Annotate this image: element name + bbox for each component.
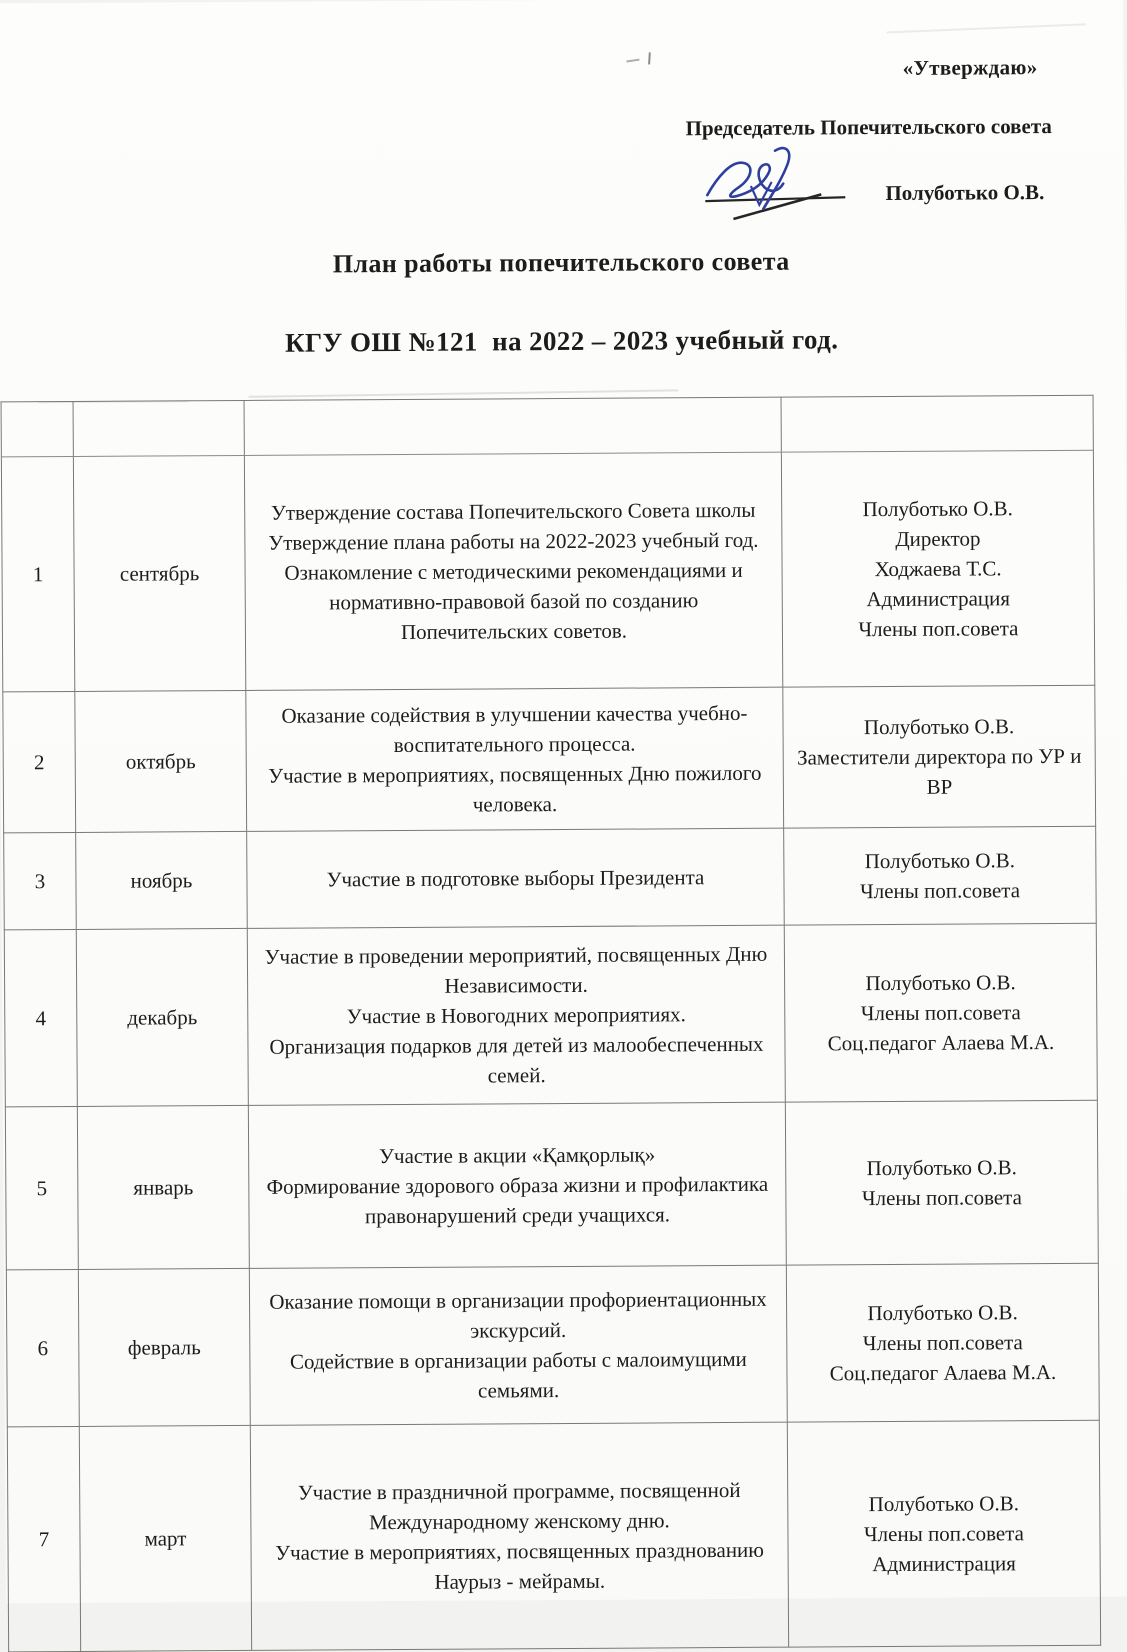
header-cell-empty xyxy=(73,400,244,456)
signature-row xyxy=(582,141,1044,222)
month-cell: декабрь xyxy=(76,928,248,1106)
month-cell: январь xyxy=(77,1105,249,1269)
table-row xyxy=(4,826,1097,930)
activities-cell: Участие в праздничной программе, посвященной Международному женскому дню. Участие в мероприятиях, посвященных празднованию Наурыз - мейрамы. xyxy=(250,1422,788,1650)
responsible-cell: Полуботько О.В. Члены поп.совета Соц.педагог Алаева М.А. xyxy=(784,923,1097,1102)
approval-stamp: «Утверждаю» xyxy=(902,55,1038,80)
table-row xyxy=(4,923,1097,1107)
responsible-cell: Полуботько О.В. Члены поп.совета xyxy=(784,826,1097,925)
responsible-cell: Полуботько О.В. Члены поп.совета Соц.педагог Алаева М.А. xyxy=(786,1263,1099,1422)
approval-signer: Полуботько О.В. xyxy=(885,180,1045,206)
plan-table xyxy=(1,395,1102,1652)
table-row xyxy=(7,1420,1100,1652)
table-header-row xyxy=(1,395,1093,457)
responsible-cell: Полуботько О.В. Директор Ходжаева Т.С. Администрация Члены поп.совета xyxy=(781,450,1094,687)
table-row xyxy=(6,1263,1099,1427)
scan-streak xyxy=(886,23,1086,33)
activities-cell: Утверждение состава Попечительского Совета школы Утверждение плана работы на 2022-2023 учебный год. Ознакомление с методическими рекомендациями и нормативно-правовой базой по созданию Попечительских советов. xyxy=(244,452,782,690)
month-cell: октябрь xyxy=(75,690,247,832)
month-cell: февраль xyxy=(78,1268,250,1426)
activities-cell: Оказание содействия в улучшении качества учебно-воспитательного процесса. Участие в мероприятиях, посвященных Дню пожилого человека. xyxy=(246,687,784,831)
month-cell: ноябрь xyxy=(76,831,248,929)
signature-icon xyxy=(699,142,879,221)
document-subtitle: КГУ ОШ №121 на 2022 – 2023 учебный год. xyxy=(284,324,839,358)
responsible-cell: Полуботько О.В. Заместители директора по УР и ВР xyxy=(783,685,1096,828)
approval-role-line: Председатель Попечительского совета xyxy=(685,114,1052,141)
table-row xyxy=(5,1100,1098,1270)
table-row xyxy=(1,450,1094,692)
row-number-cell: 7 xyxy=(7,1426,80,1651)
row-number-cell: 5 xyxy=(5,1106,78,1269)
row-number-cell: 6 xyxy=(6,1269,79,1426)
activities-cell: Оказание помощи в организации профориентационных экскурсий. Содействие в организации работы с малоимущими семьями. xyxy=(249,1265,787,1425)
scan-streak xyxy=(249,389,679,397)
month-cell: март xyxy=(79,1425,251,1651)
row-number-cell: 1 xyxy=(1,456,74,691)
row-number-cell: 4 xyxy=(4,929,77,1106)
header-cell-empty xyxy=(1,401,73,456)
row-number-cell: 2 xyxy=(3,691,76,832)
responsible-cell: Полуботько О.В. Члены поп.совета Администрация xyxy=(787,1420,1100,1647)
responsible-cell: Полуботько О.В. Члены поп.совета xyxy=(785,1100,1098,1265)
month-cell: сентябрь xyxy=(73,455,245,691)
row-number-cell: 3 xyxy=(4,832,77,929)
table-row xyxy=(3,685,1096,833)
document-title: План работы попечительского совета xyxy=(332,246,790,279)
activities-cell: Участие в подготовке выборы Президента xyxy=(247,828,785,928)
approval-block xyxy=(581,55,1052,222)
header-cell-empty xyxy=(781,395,1093,452)
header-cell-empty xyxy=(244,397,781,455)
activities-cell: Участие в проведении мероприятий, посвященных Дню Независимости. Участие в Новогодних мероприятиях. Организация подарков для детей из малообеспеченных семей. xyxy=(247,925,785,1105)
activities-cell: Участие в акции «Қамқорлық» Формирование здорового образа жизни и профилактика правонарушений среди учащихся. xyxy=(248,1102,786,1268)
